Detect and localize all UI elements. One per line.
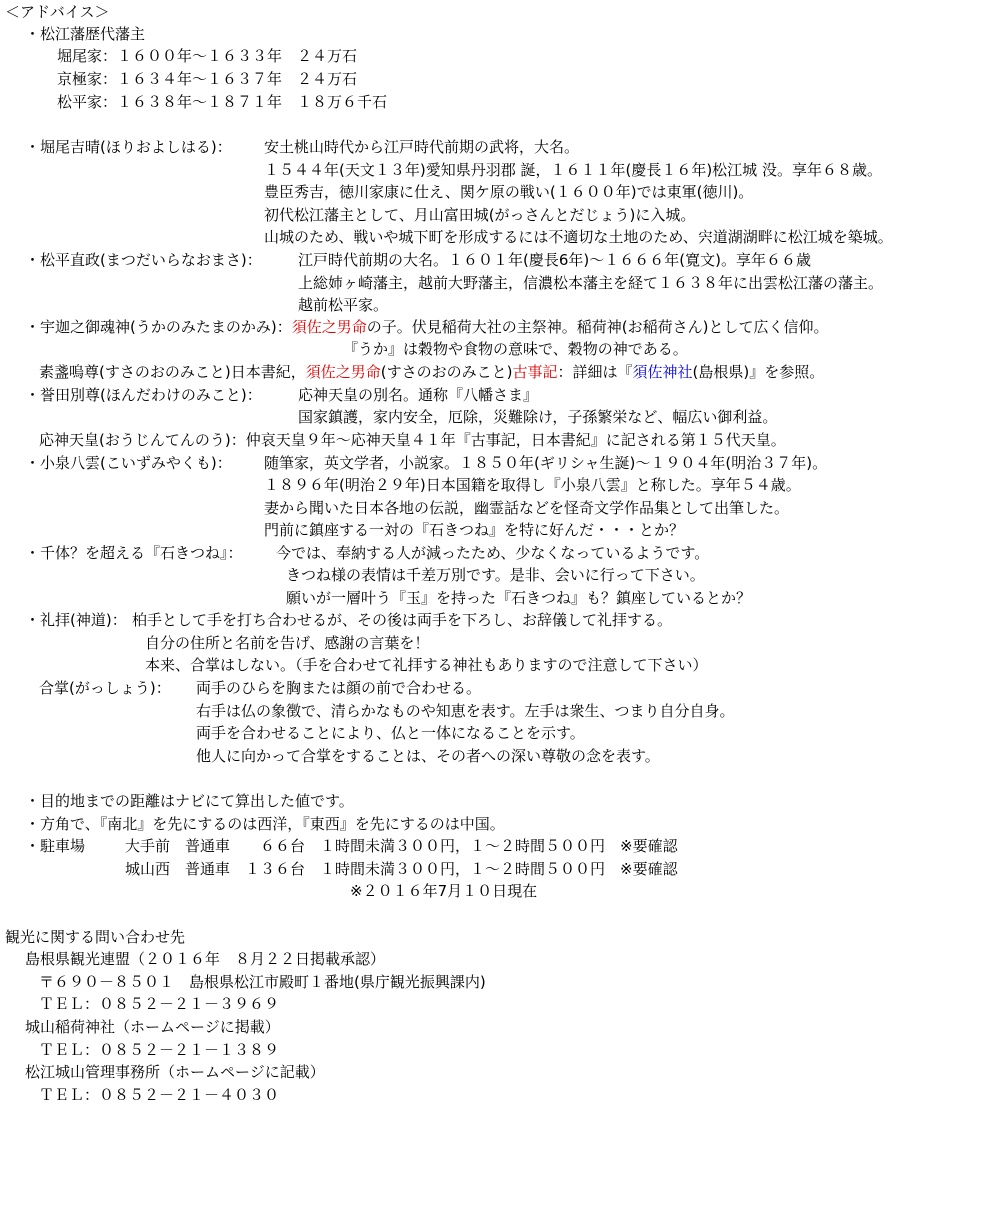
contacts-heading: 観光に関する問い合わせ先 [5,928,186,946]
susanoo-detail-suffix: (島根県)』を参照。 [692,363,825,381]
ishikitsune-label: ・千体？を超える『石きつね』： [25,544,243,562]
horio-label: ・堀尾吉晴(ほりおよしはる)： [25,138,232,156]
susanoo-reading: (すさのおのみこと) [380,363,513,381]
gassho-line-3: 両手を合わせることにより、仏と一体になることを示す。 [196,724,585,742]
susanoo-name-red: 須佐之男命 [291,318,367,336]
ojin-text: 仲哀天皇９年～応神天皇４１年『古事記，日本書紀』に記される第１５代天皇。 [245,431,786,449]
parking-row-otemae: 大手前 普通車 ６６台 １時間未満３００円，１～２時間５００円 ※要確認 [125,837,678,855]
contact-shiroyama-tel: ＴＥＬ：０８５２－２１－４０３０ [39,1086,280,1104]
raihai-line-3: 本来、合掌はしない。（手を合わせて礼拝する神社もありますので注意して下さい） [145,656,708,674]
lord-kyogoku: 京極家：１６３４年～１６３７年 ２４万石 [57,70,358,88]
contact-renmei-tel: ＴＥＬ：０８５２－２１－３９６９ [39,995,280,1013]
note-direction: ・方角で、『南北』を先にするのは西洋，『東西』を先にするのは中国。 [25,815,505,833]
ishikitsune-line-1: 今では、奉納する人が減ったため、少なくなっているようです。 [276,544,710,562]
lord-horio: 堀尾家：１６００年～１６３３年 ２４万石 [57,47,358,65]
parking-label: ・駐車場 [25,837,86,855]
ishikitsune-line-2: きつね様の表情は千差万別です。是非、会いに行って下さい。 [286,566,705,584]
parking-as-of: ※２０１６年7月１０日現在 [350,882,538,900]
hondawake-label: ・誉田別尊(ほんだわけのみこと)： [25,386,262,404]
contact-renmei-name: 島根県観光連盟（２０１６年 ８月２２日掲載承認） [25,950,386,968]
gassho-line-4: 他人に向かって合掌をすることは、その者への深い尊敬の念を表す。 [196,747,660,765]
susanoo-kojiki-name: 須佐之男命 [305,363,381,381]
ukanomitama-label: ・宇迦之御魂神(うかのみたまのかみ)： [25,318,292,336]
lord-matsudaira: 松平家：１６３８年～１８７１年 １８万６千石 [57,93,388,111]
naomasa-line-2: 上総姉ヶ崎藩主，越前大野藩主，信濃松本藩主を経て１６３８年に出雲松江藩の藩主。 [298,274,884,292]
ojin-label: 応神天皇(おうじんてんのう)： [39,431,246,449]
advice-heading: ＜アドバイス＞ [5,3,110,21]
susanoo-line [39,361,824,383]
contact-renmei-address: 〒６９０－８５０１ 島根県松江市殿町１番地(県庁観光振興課内) [39,973,486,991]
koizumi-line-1: 随筆家，英文学者，小説家。１８５０年(ギリシャ生誕)～１９０４年(明治３７年)。 [264,454,828,472]
koizumi-line-2: １８９６年(明治２９年)日本国籍を取得し『小泉八雲』と称した。享年５４歳。 [264,476,801,494]
contact-inari-name: 城山稲荷神社（ホームページに掲載） [25,1018,280,1036]
horio-line-3: 豊臣秀吉，徳川家康に仕え、関ケ原の戦い(１６００年)では東軍(徳川)。 [264,183,754,201]
ukanomitama-desc: の子。伏見稲荷大社の主祭神。稲荷神(お稲荷さん)として広く信仰。 [366,318,829,336]
suga-shrine-link[interactable]: 須佐神社 [632,363,693,381]
koizumi-line-4: 門前に鎮座する一対の『石きつね』を特に好んだ・・・とか？ [264,521,685,539]
horio-line-1: 安土桃山時代から江戸時代前期の武将，大名。 [264,138,580,156]
contact-shiroyama-name: 松江城山管理事務所（ホームページに記載） [25,1063,325,1081]
naomasa-line-1: 江戸時代前期の大名。１６０１年(慶長6年)～１６６６年(寛文)。享年６６歳 [298,251,811,269]
naomasa-label: ・松平直政(まつだいらなおまさ)： [25,251,262,269]
hondawake-line-1: 応神天皇の別名。通称『八幡さま』 [298,386,539,404]
ojin-line [39,429,786,451]
raihai-line-2: 自分の住所と名前を告げ、感謝の言葉を！ [145,634,430,652]
koizumi-label: ・小泉八雲(こいずみやくも)： [25,454,232,472]
contact-inari-tel: ＴＥＬ：０８５２－２１－１３８９ [39,1041,280,1059]
kojiki-label: 古事記 [512,363,558,381]
horio-line-4: 初代松江藩主として、月山富田城(がっさんとだじょう)に入城。 [264,206,696,224]
ishikitsune-line-3: 願いが一層叶う『玉』を持った『石きつね』も？鎮座しているとか？ [286,589,752,607]
susanoo-detail-prefix: ：詳細は『 [557,363,633,381]
gassho-line-2: 右手は仏の象徴で、清らかなものや知恵を表す。左手は衆生、つまり自分自身。 [196,702,735,720]
ukanomitama-line-1 [25,316,828,338]
note-distance: ・目的地までの距離はナビにて算出した値です。 [25,792,354,810]
horio-line-5: 山城のため、戦いや城下町を形成するには不適切な土地のため、宍道湖湖畔に松江城を築城。 [264,228,893,246]
raihai-line-1: 柏手として手を打ち合わせるが、その後は両手を下ろし、お辞儀して礼拝する。 [132,611,673,629]
susanoo-label: 素盞嗚尊(すさのおのみこと)日本書紀， [39,363,306,381]
gassho-label: 合掌(がっしょう)： [39,679,171,697]
lords-label: ・松江藩歴代藩主 [25,25,146,43]
hondawake-line-2: 国家鎮護，家内安全，厄除，災難除け，子孫繁栄など、幅広い御利益。 [298,408,778,426]
gassho-line-1: 両手のひらを胸または顔の前で合わせる。 [196,679,482,697]
horio-line-2: １５４４年(天文１３年)愛知県丹羽郡 誕，１６１１年(慶長１６年)松江城 没。享年６８歳。 [264,161,882,179]
naomasa-line-3: 越前松平家。 [298,296,389,314]
ukanomitama-line-2: 『うか』は穀物や食物の意味で、穀物の神である。 [343,340,688,358]
parking-row-shiroyama: 城山西 普通車 １３６台 １時間未満３００円，１～２時間５００円 ※要確認 [125,860,678,878]
raihai-label: ・礼拝(神道)： [25,611,127,629]
koizumi-line-3: 妻から聞いた日本各地の伝説，幽霊話などを怪奇文学作品集として出筆した。 [264,499,790,517]
